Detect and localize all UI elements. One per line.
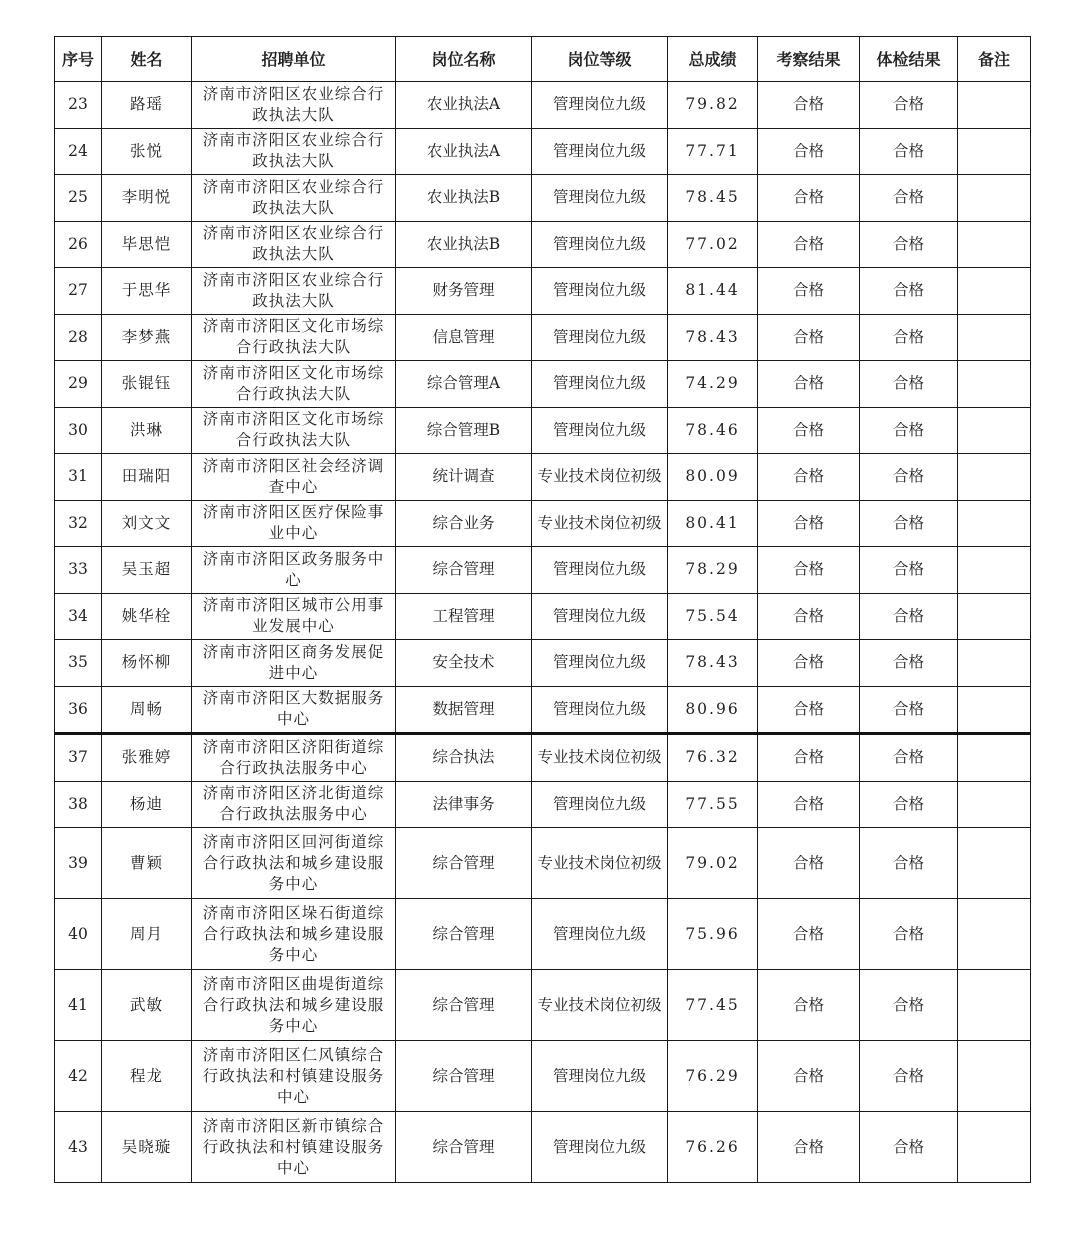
cell-position: 综合管理 (396, 970, 532, 1041)
cell-note (958, 828, 1031, 899)
cell-review: 合格 (758, 547, 860, 594)
cell-review: 合格 (758, 361, 860, 408)
cell-no: 23 (55, 82, 102, 129)
cell-no: 34 (55, 593, 102, 640)
cell-name: 姚华栓 (102, 593, 192, 640)
header-cell-review: 考察结果 (758, 37, 860, 82)
cell-unit: 济南市济阳区农业综合行政执法大队 (192, 268, 396, 315)
cell-no: 30 (55, 407, 102, 454)
table-row (55, 454, 1031, 501)
cell-score: 79.02 (668, 828, 758, 899)
cell-note (958, 734, 1031, 782)
table-row (55, 1041, 1031, 1112)
cell-level: 管理岗位九级 (532, 593, 668, 640)
cell-score: 80.41 (668, 500, 758, 547)
cell-level: 管理岗位九级 (532, 899, 668, 970)
table-row (55, 314, 1031, 361)
table-row (55, 128, 1031, 175)
table-row (55, 82, 1031, 129)
cell-score: 78.29 (668, 547, 758, 594)
cell-no: 32 (55, 500, 102, 547)
table-row (55, 175, 1031, 222)
cell-level: 管理岗位九级 (532, 128, 668, 175)
table-row (55, 221, 1031, 268)
cell-no: 33 (55, 547, 102, 594)
cell-unit: 济南市济阳区医疗保险事业中心 (192, 500, 396, 547)
table-row (55, 899, 1031, 970)
cell-level: 专业技术岗位初级 (532, 970, 668, 1041)
cell-medical: 合格 (860, 268, 958, 315)
cell-score: 78.46 (668, 407, 758, 454)
cell-medical: 合格 (860, 686, 958, 734)
cell-note (958, 407, 1031, 454)
cell-note (958, 640, 1031, 687)
cell-no: 31 (55, 454, 102, 501)
header-cell-name: 姓名 (102, 37, 192, 82)
cell-name: 田瑞阳 (102, 454, 192, 501)
cell-note (958, 221, 1031, 268)
cell-name: 李梦燕 (102, 314, 192, 361)
cell-review: 合格 (758, 128, 860, 175)
cell-name: 毕思恺 (102, 221, 192, 268)
cell-no: 29 (55, 361, 102, 408)
cell-unit: 济南市济阳区济北街道综合行政执法服务中心 (192, 781, 396, 828)
cell-no: 43 (55, 1112, 102, 1183)
cell-review: 合格 (758, 175, 860, 222)
cell-position: 农业执法B (396, 221, 532, 268)
cell-review: 合格 (758, 734, 860, 782)
header-cell-no: 序号 (55, 37, 102, 82)
cell-position: 综合管理A (396, 361, 532, 408)
cell-position: 财务管理 (396, 268, 532, 315)
cell-note (958, 268, 1031, 315)
cell-no: 25 (55, 175, 102, 222)
cell-position: 统计调查 (396, 454, 532, 501)
cell-name: 武敏 (102, 970, 192, 1041)
cell-score: 76.26 (668, 1112, 758, 1183)
cell-note (958, 1112, 1031, 1183)
cell-score: 77.45 (668, 970, 758, 1041)
cell-level: 管理岗位九级 (532, 82, 668, 129)
cell-name: 路瑶 (102, 82, 192, 129)
table-row (55, 828, 1031, 899)
cell-position: 综合管理 (396, 1041, 532, 1112)
table-row (55, 1112, 1031, 1183)
cell-unit: 济南市济阳区农业综合行政执法大队 (192, 175, 396, 222)
cell-review: 合格 (758, 593, 860, 640)
cell-level: 管理岗位九级 (532, 547, 668, 594)
cell-review: 合格 (758, 899, 860, 970)
cell-unit: 济南市济阳区社会经济调查中心 (192, 454, 396, 501)
table-row (55, 547, 1031, 594)
cell-medical: 合格 (860, 547, 958, 594)
cell-name: 周畅 (102, 686, 192, 734)
cell-no: 24 (55, 128, 102, 175)
cell-score: 75.96 (668, 899, 758, 970)
cell-level: 管理岗位九级 (532, 781, 668, 828)
cell-name: 于思华 (102, 268, 192, 315)
cell-review: 合格 (758, 407, 860, 454)
cell-score: 77.02 (668, 221, 758, 268)
header-cell-level: 岗位等级 (532, 37, 668, 82)
cell-position: 综合业务 (396, 500, 532, 547)
cell-unit: 济南市济阳区垛石街道综合行政执法和城乡建设服务中心 (192, 899, 396, 970)
cell-medical: 合格 (860, 1041, 958, 1112)
cell-position: 农业执法A (396, 82, 532, 129)
cell-medical: 合格 (860, 82, 958, 129)
cell-level: 专业技术岗位初级 (532, 734, 668, 782)
cell-no: 39 (55, 828, 102, 899)
cell-review: 合格 (758, 268, 860, 315)
cell-medical: 合格 (860, 175, 958, 222)
cell-review: 合格 (758, 1041, 860, 1112)
cell-review: 合格 (758, 640, 860, 687)
cell-position: 农业执法B (396, 175, 532, 222)
cell-unit: 济南市济阳区大数据服务中心 (192, 686, 396, 734)
cell-review: 合格 (758, 314, 860, 361)
cell-no: 42 (55, 1041, 102, 1112)
cell-no: 27 (55, 268, 102, 315)
cell-name: 洪琳 (102, 407, 192, 454)
table-row (55, 970, 1031, 1041)
table-row (55, 268, 1031, 315)
cell-level: 管理岗位九级 (532, 314, 668, 361)
cell-score: 76.29 (668, 1041, 758, 1112)
cell-level: 管理岗位九级 (532, 221, 668, 268)
cell-name: 杨迪 (102, 781, 192, 828)
cell-unit: 济南市济阳区回河街道综合行政执法和城乡建设服务中心 (192, 828, 396, 899)
cell-unit: 济南市济阳区农业综合行政执法大队 (192, 128, 396, 175)
cell-name: 李明悦 (102, 175, 192, 222)
table-row (55, 734, 1031, 782)
header-cell-position: 岗位名称 (396, 37, 532, 82)
cell-position: 农业执法A (396, 128, 532, 175)
cell-note (958, 970, 1031, 1041)
cell-score: 74.29 (668, 361, 758, 408)
cell-score: 81.44 (668, 268, 758, 315)
cell-medical: 合格 (860, 361, 958, 408)
cell-no: 40 (55, 899, 102, 970)
cell-note (958, 314, 1031, 361)
table-row (55, 500, 1031, 547)
cell-review: 合格 (758, 221, 860, 268)
cell-position: 综合管理 (396, 828, 532, 899)
header-cell-score: 总成绩 (668, 37, 758, 82)
cell-position: 信息管理 (396, 314, 532, 361)
cell-position: 法律事务 (396, 781, 532, 828)
cell-position: 工程管理 (396, 593, 532, 640)
cell-name: 曹颖 (102, 828, 192, 899)
cell-medical: 合格 (860, 407, 958, 454)
cell-level: 管理岗位九级 (532, 640, 668, 687)
cell-review: 合格 (758, 781, 860, 828)
cell-position: 数据管理 (396, 686, 532, 734)
header-cell-unit: 招聘单位 (192, 37, 396, 82)
cell-score: 79.82 (668, 82, 758, 129)
cell-unit: 济南市济阳区济阳街道综合行政执法服务中心 (192, 734, 396, 782)
cell-note (958, 82, 1031, 129)
cell-review: 合格 (758, 82, 860, 129)
header-row (55, 37, 1031, 82)
cell-position: 综合管理 (396, 899, 532, 970)
cell-unit: 济南市济阳区城市公用事业发展中心 (192, 593, 396, 640)
cell-position: 综合管理B (396, 407, 532, 454)
cell-medical: 合格 (860, 128, 958, 175)
cell-medical: 合格 (860, 454, 958, 501)
cell-position: 综合执法 (396, 734, 532, 782)
cell-score: 77.71 (668, 128, 758, 175)
cell-level: 专业技术岗位初级 (532, 500, 668, 547)
cell-score: 80.96 (668, 686, 758, 734)
cell-review: 合格 (758, 970, 860, 1041)
cell-review: 合格 (758, 500, 860, 547)
cell-score: 78.43 (668, 640, 758, 687)
cell-note (958, 686, 1031, 734)
cell-name: 吴晓璇 (102, 1112, 192, 1183)
cell-score: 75.54 (668, 593, 758, 640)
cell-unit: 济南市济阳区仁风镇综合行政执法和村镇建设服务中心 (192, 1041, 396, 1112)
cell-level: 管理岗位九级 (532, 361, 668, 408)
cell-level: 专业技术岗位初级 (532, 828, 668, 899)
cell-no: 35 (55, 640, 102, 687)
cell-unit: 济南市济阳区文化市场综合行政执法大队 (192, 407, 396, 454)
cell-medical: 合格 (860, 221, 958, 268)
cell-name: 吴玉超 (102, 547, 192, 594)
cell-note (958, 1041, 1031, 1112)
cell-unit: 济南市济阳区农业综合行政执法大队 (192, 82, 396, 129)
cell-level: 管理岗位九级 (532, 407, 668, 454)
cell-note (958, 454, 1031, 501)
cell-score: 76.32 (668, 734, 758, 782)
cell-medical: 合格 (860, 1112, 958, 1183)
cell-medical: 合格 (860, 970, 958, 1041)
cell-note (958, 781, 1031, 828)
cell-note (958, 500, 1031, 547)
table-row (55, 407, 1031, 454)
cell-score: 78.45 (668, 175, 758, 222)
cell-position: 综合管理 (396, 547, 532, 594)
table-row (55, 686, 1031, 734)
cell-unit: 济南市济阳区曲堤街道综合行政执法和城乡建设服务中心 (192, 970, 396, 1041)
header-cell-note: 备注 (958, 37, 1031, 82)
cell-medical: 合格 (860, 734, 958, 782)
cell-level: 管理岗位九级 (532, 1041, 668, 1112)
cell-no: 36 (55, 686, 102, 734)
cell-review: 合格 (758, 454, 860, 501)
cell-note (958, 547, 1031, 594)
cell-unit: 济南市济阳区农业综合行政执法大队 (192, 221, 396, 268)
cell-level: 专业技术岗位初级 (532, 454, 668, 501)
cell-position: 安全技术 (396, 640, 532, 687)
results-table (54, 36, 1031, 1183)
table-row (55, 593, 1031, 640)
cell-name: 程龙 (102, 1041, 192, 1112)
cell-unit: 济南市济阳区文化市场综合行政执法大队 (192, 361, 396, 408)
cell-note (958, 128, 1031, 175)
cell-no: 37 (55, 734, 102, 782)
cell-note (958, 593, 1031, 640)
cell-unit: 济南市济阳区文化市场综合行政执法大队 (192, 314, 396, 361)
cell-score: 77.55 (668, 781, 758, 828)
cell-medical: 合格 (860, 640, 958, 687)
cell-unit: 济南市济阳区政务服务中心 (192, 547, 396, 594)
cell-name: 张锟钰 (102, 361, 192, 408)
cell-note (958, 175, 1031, 222)
cell-no: 26 (55, 221, 102, 268)
cell-medical: 合格 (860, 899, 958, 970)
cell-name: 张悦 (102, 128, 192, 175)
cell-medical: 合格 (860, 828, 958, 899)
cell-name: 刘文文 (102, 500, 192, 547)
cell-medical: 合格 (860, 314, 958, 361)
cell-medical: 合格 (860, 500, 958, 547)
cell-level: 管理岗位九级 (532, 175, 668, 222)
cell-review: 合格 (758, 1112, 860, 1183)
cell-level: 管理岗位九级 (532, 686, 668, 734)
cell-note (958, 899, 1031, 970)
cell-medical: 合格 (860, 781, 958, 828)
cell-level: 管理岗位九级 (532, 1112, 668, 1183)
cell-name: 张雅婷 (102, 734, 192, 782)
cell-medical: 合格 (860, 593, 958, 640)
table-row (55, 361, 1031, 408)
cell-name: 周月 (102, 899, 192, 970)
cell-unit: 济南市济阳区商务发展促进中心 (192, 640, 396, 687)
cell-note (958, 361, 1031, 408)
table-body (55, 82, 1031, 1183)
cell-review: 合格 (758, 828, 860, 899)
cell-no: 38 (55, 781, 102, 828)
cell-review: 合格 (758, 686, 860, 734)
table-row (55, 781, 1031, 828)
header-cell-medical: 体检结果 (860, 37, 958, 82)
cell-name: 杨怀柳 (102, 640, 192, 687)
cell-position: 综合管理 (396, 1112, 532, 1183)
cell-score: 80.09 (668, 454, 758, 501)
cell-no: 28 (55, 314, 102, 361)
cell-unit: 济南市济阳区新市镇综合行政执法和村镇建设服务中心 (192, 1112, 396, 1183)
cell-score: 78.43 (668, 314, 758, 361)
cell-level: 管理岗位九级 (532, 268, 668, 315)
cell-no: 41 (55, 970, 102, 1041)
table-row (55, 640, 1031, 687)
